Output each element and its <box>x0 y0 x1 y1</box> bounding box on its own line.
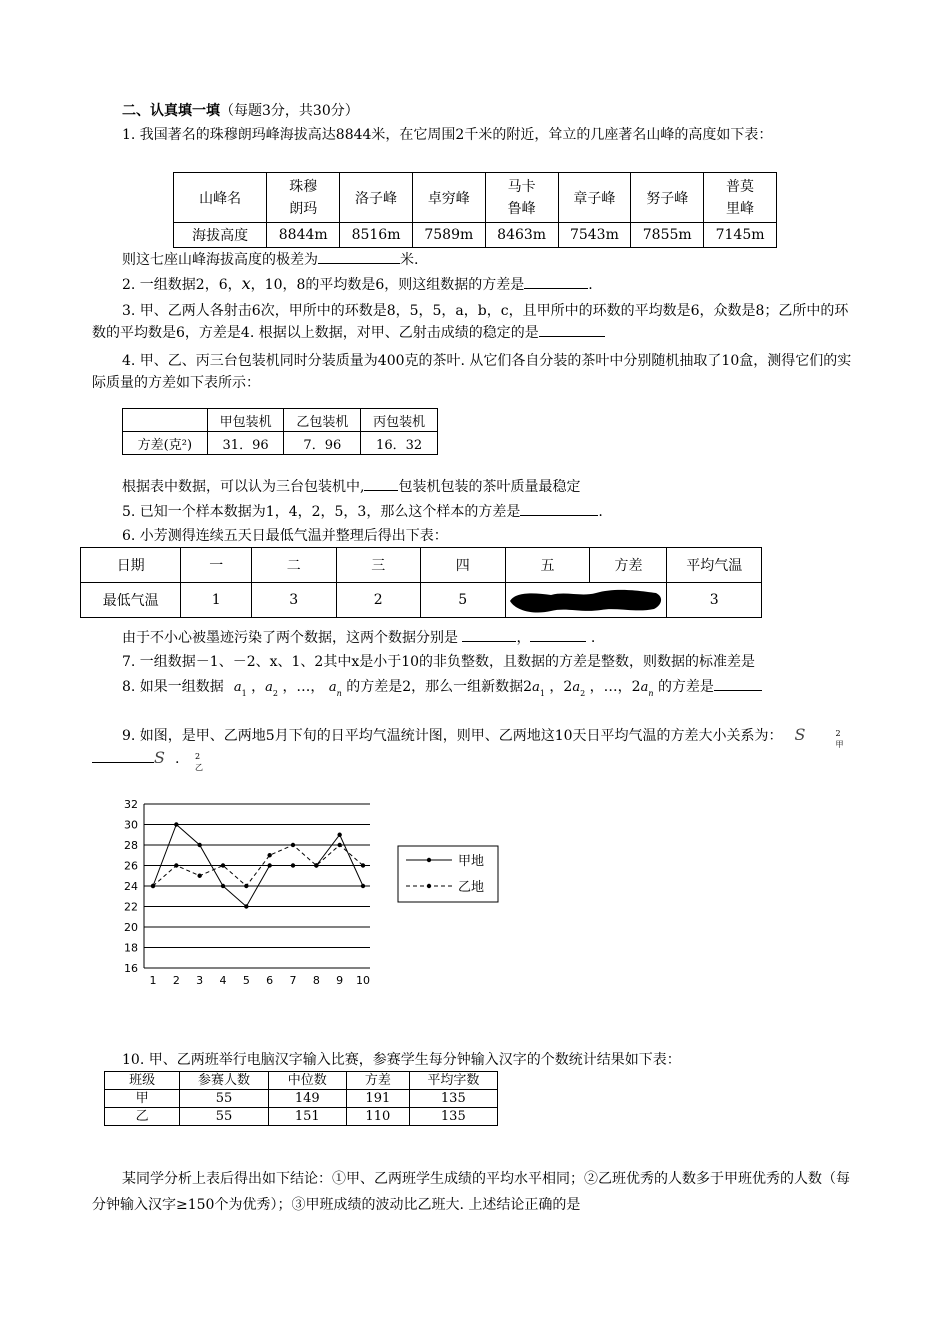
data-point <box>267 863 271 867</box>
q8-bn: a <box>640 680 649 695</box>
q5-blank[interactable] <box>520 501 598 516</box>
peak-height: 7589m <box>412 223 485 248</box>
data-point <box>291 843 295 847</box>
q8-end: 的方差是 <box>657 679 714 695</box>
q8-blank[interactable] <box>714 676 762 691</box>
q4-blank[interactable] <box>364 476 398 491</box>
x-tick-label: 1 <box>149 974 157 987</box>
q8-two2: 2 <box>563 679 573 695</box>
typing-header: 班级 <box>105 1072 180 1090</box>
q9-sub2: 乙 <box>194 763 203 772</box>
q10-after: 某同学分析上表后得出如下结论：①甲、乙两班学生成绩的平均水平相同；②乙班优秀的人数多于甲班优秀的人数（每分钟输入汉字≥150个为优秀）；③甲班成绩的波动比乙班大. 上述结论正确的是 <box>92 1171 850 1213</box>
q9-s2: S <box>154 748 165 767</box>
q8-a1: a <box>233 680 242 695</box>
y-tick-label: 26 <box>124 859 138 873</box>
temp-header: 五 <box>505 548 590 583</box>
peak-name: 普莫 里峰 <box>704 173 777 223</box>
q8-line <box>122 676 762 696</box>
q9-sup2: 2 <box>194 752 201 761</box>
q8-bsubn: n <box>648 689 654 698</box>
typing-cell: 110 <box>347 1108 410 1126</box>
y-tick-label: 28 <box>124 839 138 852</box>
typing-header: 中位数 <box>268 1072 346 1090</box>
peak-name: 洛子峰 <box>340 173 413 223</box>
q7-text: 7. 一组数据－1、－2、x、1、2其中x是小于10的非负整数，且数据的方差是整数，则数据的标准差是 <box>122 654 756 670</box>
q4-after-pre: 根据表中数据，可以认为三台包装机中, <box>122 479 365 495</box>
q8-a2: a <box>265 680 273 695</box>
q8-an: a <box>328 680 337 695</box>
peak-height: 7855m <box>631 223 704 248</box>
q6-answer-line <box>122 627 595 647</box>
peak-name: 努子峰 <box>631 173 704 223</box>
q8-b1: a <box>532 680 540 695</box>
peak-name: 珠穆 朗玛 <box>267 173 340 223</box>
typing-cell: 乙 <box>105 1108 180 1126</box>
typing-cell: 135 <box>409 1108 497 1126</box>
machine-name: 乙包装机 <box>284 409 361 432</box>
q4-after-post: 包装机包装的茶叶质量最稳定 <box>398 479 581 495</box>
machine-name: 甲包装机 <box>207 409 284 432</box>
q3-text <box>92 300 862 344</box>
section-title: 二、认真填一填 <box>122 103 220 119</box>
q6-blank-1[interactable] <box>462 627 516 642</box>
temp-row-label: 最低气温 <box>81 583 181 618</box>
peak-header-label: 山峰名 <box>174 173 267 223</box>
q8-bsub1: 1 <box>539 689 545 698</box>
data-point <box>197 874 201 878</box>
data-point <box>174 822 178 826</box>
q2-line <box>122 274 593 294</box>
x-tick-label: 7 <box>289 974 297 987</box>
temp-header: 方差 <box>590 548 667 583</box>
q1-after-pre: 则这七座山峰海拔高度的极差为 <box>122 252 318 268</box>
x-tick-label: 9 <box>336 974 344 987</box>
machine-table <box>122 408 438 455</box>
temp-header: 三 <box>336 548 421 583</box>
height-label: 海拔高度 <box>174 223 267 248</box>
peak-height: 8463m <box>485 223 558 248</box>
temp-value: 1 <box>181 583 252 618</box>
q8-pre: 8. 如果一组数据 <box>122 679 224 695</box>
q1-after-post: 米. <box>400 252 419 268</box>
typing-cell: 135 <box>409 1090 497 1108</box>
q5-line <box>122 501 603 521</box>
peak-table <box>173 172 777 248</box>
q8-b2: a <box>572 680 581 695</box>
x-tick-label: 6 <box>266 974 274 987</box>
q6-end: . <box>590 630 596 646</box>
x-tick-label: 8 <box>312 974 320 987</box>
q5-body: 5. 已知一个样本数据为1，4，2，5，3，那么这个样本的方差是 <box>122 504 521 520</box>
typing-table <box>104 1071 498 1126</box>
temp-header: 一 <box>181 548 252 583</box>
q9-script1 <box>806 729 844 749</box>
q8-comma: ， <box>251 679 266 695</box>
typing-cell: 55 <box>180 1108 268 1126</box>
q8-bsub2: 2 <box>580 689 586 698</box>
q3-body: 3. 甲、乙两人各射击6次，甲所中的环数是8，5，5，a，b，c，且甲所中的环数的平均数是6，众数是8；乙所中的环数的平均数是6，方差是4. 根据以上数据，对甲、乙射击成绩的稳定的是 <box>92 303 849 341</box>
y-tick-label: 16 <box>124 962 138 975</box>
typing-header: 参赛人数 <box>180 1072 268 1090</box>
q2-end: . <box>588 277 593 293</box>
temp-header: 平均气温 <box>667 548 762 583</box>
legend-marker <box>427 858 431 862</box>
peak-height: 8844m <box>267 223 340 248</box>
data-point <box>244 904 248 908</box>
data-point <box>174 863 178 867</box>
temp-header: 四 <box>421 548 506 583</box>
q9-body: 9. 如图，是甲、乙两地5月下旬的日平均气温统计图，则甲、乙两地这10天日平均气温的方差大小关系为： <box>122 728 783 744</box>
data-point <box>337 843 341 847</box>
x-tick-label: 2 <box>172 974 180 987</box>
q8-sub2: 2 <box>272 689 278 698</box>
q4-answer-line <box>122 476 580 496</box>
y-tick-label: 32 <box>124 798 138 811</box>
y-tick-label: 20 <box>124 921 138 934</box>
machine-variance: 16．32 <box>361 432 438 455</box>
q6-blank-2[interactable] <box>530 627 586 642</box>
x-tick-label: 3 <box>196 974 204 987</box>
data-point <box>151 884 155 888</box>
data-point <box>291 863 295 867</box>
temp-value: 5 <box>421 583 506 618</box>
typing-cell: 151 <box>268 1108 346 1126</box>
q9-end: . <box>174 751 180 767</box>
q9-s1: S <box>794 725 806 744</box>
temperature-line-chart <box>100 796 620 996</box>
q1-blank[interactable] <box>318 249 400 264</box>
q8-two3: 2 <box>631 679 641 695</box>
typing-cell: 149 <box>268 1090 346 1108</box>
typing-header: 平均字数 <box>409 1072 497 1090</box>
temperature-table <box>80 547 762 618</box>
peak-height: 8516m <box>340 223 413 248</box>
q8-comma2: ， <box>549 679 564 695</box>
q8-dots: ，…， <box>282 679 325 695</box>
q6-text: 6. 小芳测得连续五天日最低气温并整理后得出下表： <box>122 528 448 544</box>
temp-avg: 3 <box>667 583 762 618</box>
typing-cell: 甲 <box>105 1090 180 1108</box>
data-point <box>221 884 225 888</box>
data-point <box>197 843 201 847</box>
x-tick-label: 4 <box>219 974 227 987</box>
peak-name: 卓穷峰 <box>412 173 485 223</box>
machine-name: 丙包装机 <box>361 409 438 432</box>
q2-post: ，10，8的平均数是6，则这组数据的方差是 <box>250 277 525 293</box>
data-point <box>267 853 271 857</box>
machine-corner <box>123 409 208 432</box>
x-tick-label: 10 <box>356 974 370 987</box>
typing-cell: 55 <box>180 1090 268 1108</box>
section-heading <box>122 100 359 120</box>
variance-label: 方差(克²) <box>123 432 208 455</box>
peak-name: 章子峰 <box>558 173 631 223</box>
q9-script2 <box>165 752 203 772</box>
y-tick-label: 24 <box>124 880 138 893</box>
q6-comma: ， <box>516 630 531 646</box>
y-tick-label: 30 <box>124 818 138 832</box>
y-tick-label: 22 <box>124 900 138 914</box>
data-point <box>314 863 318 867</box>
peak-height: 7145m <box>704 223 777 248</box>
legend-label: 乙地 <box>458 880 485 895</box>
data-point <box>221 863 225 867</box>
q1-text: 1. 我国著名的珠穆朗玛峰海拔高达8844米，在它周围2千米的附近，耸立的几座著名山峰的高度如下表： <box>122 127 773 143</box>
legend-label: 甲地 <box>458 854 485 869</box>
q6-after-pre: 由于不小心被墨迹污染了两个数据，这两个数据分别是 <box>122 630 458 646</box>
q8-mid: 的方差是2，那么一组新数据2 <box>346 679 533 695</box>
q9-sup1: 2 <box>835 729 841 738</box>
section-note: （每题3分，共30分） <box>220 103 359 119</box>
q9-sub1: 甲 <box>835 740 844 749</box>
data-point <box>361 884 365 888</box>
data-point <box>244 884 248 888</box>
temp-value: 2 <box>336 583 421 618</box>
peak-name: 马卡 鲁峰 <box>485 173 558 223</box>
machine-variance: 7．96 <box>284 432 361 455</box>
peak-height: 7543m <box>558 223 631 248</box>
q10-text: 10. 甲、乙两班举行电脑汉字输入比赛，参赛学生每分钟输入汉字的个数统计结果如下表： <box>122 1052 681 1068</box>
q8-dots2: ，…， <box>589 679 632 695</box>
y-tick-label: 18 <box>124 941 138 955</box>
q9-blank[interactable] <box>92 748 154 763</box>
typing-cell: 191 <box>347 1090 410 1108</box>
temp-header: 二 <box>252 548 337 583</box>
data-point <box>337 833 341 837</box>
q1-answer-line <box>122 249 418 269</box>
q4-text: 4. 甲、乙、丙三台包装机同时分装质量为400克的茶叶. 从它们各自分装的茶叶中分别随机抽取了10盒，测得它们的实际质量的方差如下表所示： <box>92 353 852 391</box>
q2-var: x <box>241 274 251 293</box>
data-point <box>361 863 365 867</box>
ink-blot <box>506 585 666 615</box>
q3-blank[interactable] <box>539 322 605 337</box>
q8-subn: n <box>336 689 342 698</box>
ink-blot-cell <box>505 583 667 618</box>
q5-end: . <box>598 504 603 520</box>
legend-marker <box>427 884 431 888</box>
q9-text <box>92 724 862 770</box>
x-tick-label: 5 <box>242 974 250 987</box>
q2-pre: 2. 一组数据2，6， <box>122 277 242 293</box>
q8-sub1: 1 <box>241 689 247 698</box>
typing-header: 方差 <box>347 1072 410 1090</box>
temp-header: 日期 <box>81 548 181 583</box>
q2-blank[interactable] <box>524 274 588 289</box>
temp-value: 3 <box>252 583 337 618</box>
machine-variance: 31．96 <box>207 432 284 455</box>
